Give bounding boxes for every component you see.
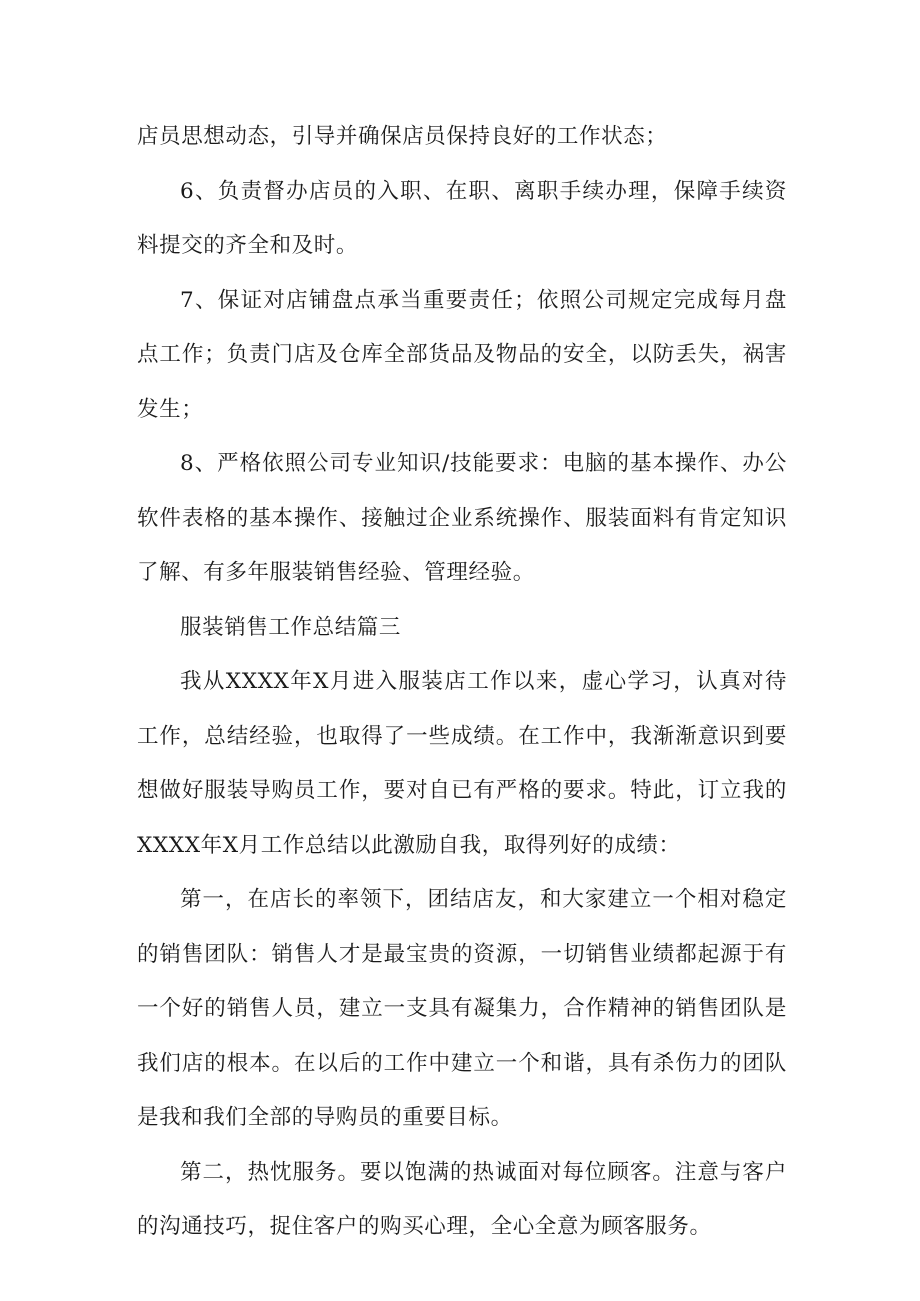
paragraph-intro: 我从XXXX年X月进入服装店工作以来，虚心学习，认真对待工作，总结经验，也取得了一些成绩。在工作中，我渐渐意识到要想做好服装导购员工作，要对自已有严格的要求。特此，订立我的XXXX年X月工作总结以此激励自我，取得列好的成绩：: [137, 669, 787, 858]
paragraph-item-6: 6、负责督办店员的入职、在职、离职手续办理，保障手续资料提交的齐全和及时。: [137, 178, 787, 258]
paragraph-item-7: 7、保证对店铺盘点承当重要责任；依照公司规定完成每月盘点工作；负责门店及仓库全部货品及物品的安全，以防丢失，祸害发生；: [137, 287, 787, 422]
document-body: [137, 110, 787, 1255]
section-heading: 服装销售工作总结篇三: [180, 614, 402, 640]
paragraph-continuation: 店员思想动态，引导并确保店员保持良好的工作状态；: [137, 124, 668, 149]
paragraph-second-point: 第二，热忱服务。要以饱满的热诚面对每位顾客。注意与客户的沟通技巧，捉住客户的购买心理，全心全意为顾客服务。: [137, 1159, 787, 1239]
paragraph-first-point: 第一，在店长的率领下，团结店友，和大家建立一个相对稳定的销售团队：销售人才是最宝贵的资源，一切销售业绩都起源于有一个好的销售人员，建立一支具有凝集力，合作精神的销售团队是我们店的根本。在以后的工作中建立一个和谐，具有杀伤力的团队是我和我们全部的导购员的重要目标。: [137, 887, 787, 1130]
paragraph-item-8: 8、严格依照公司专业知识/技能要求：电脑的基本操作、办公软件表格的基本操作、接触过企业系统操作、服装面料有肯定知识了解、有多年服装销售经验、管理经验。: [137, 451, 787, 585]
